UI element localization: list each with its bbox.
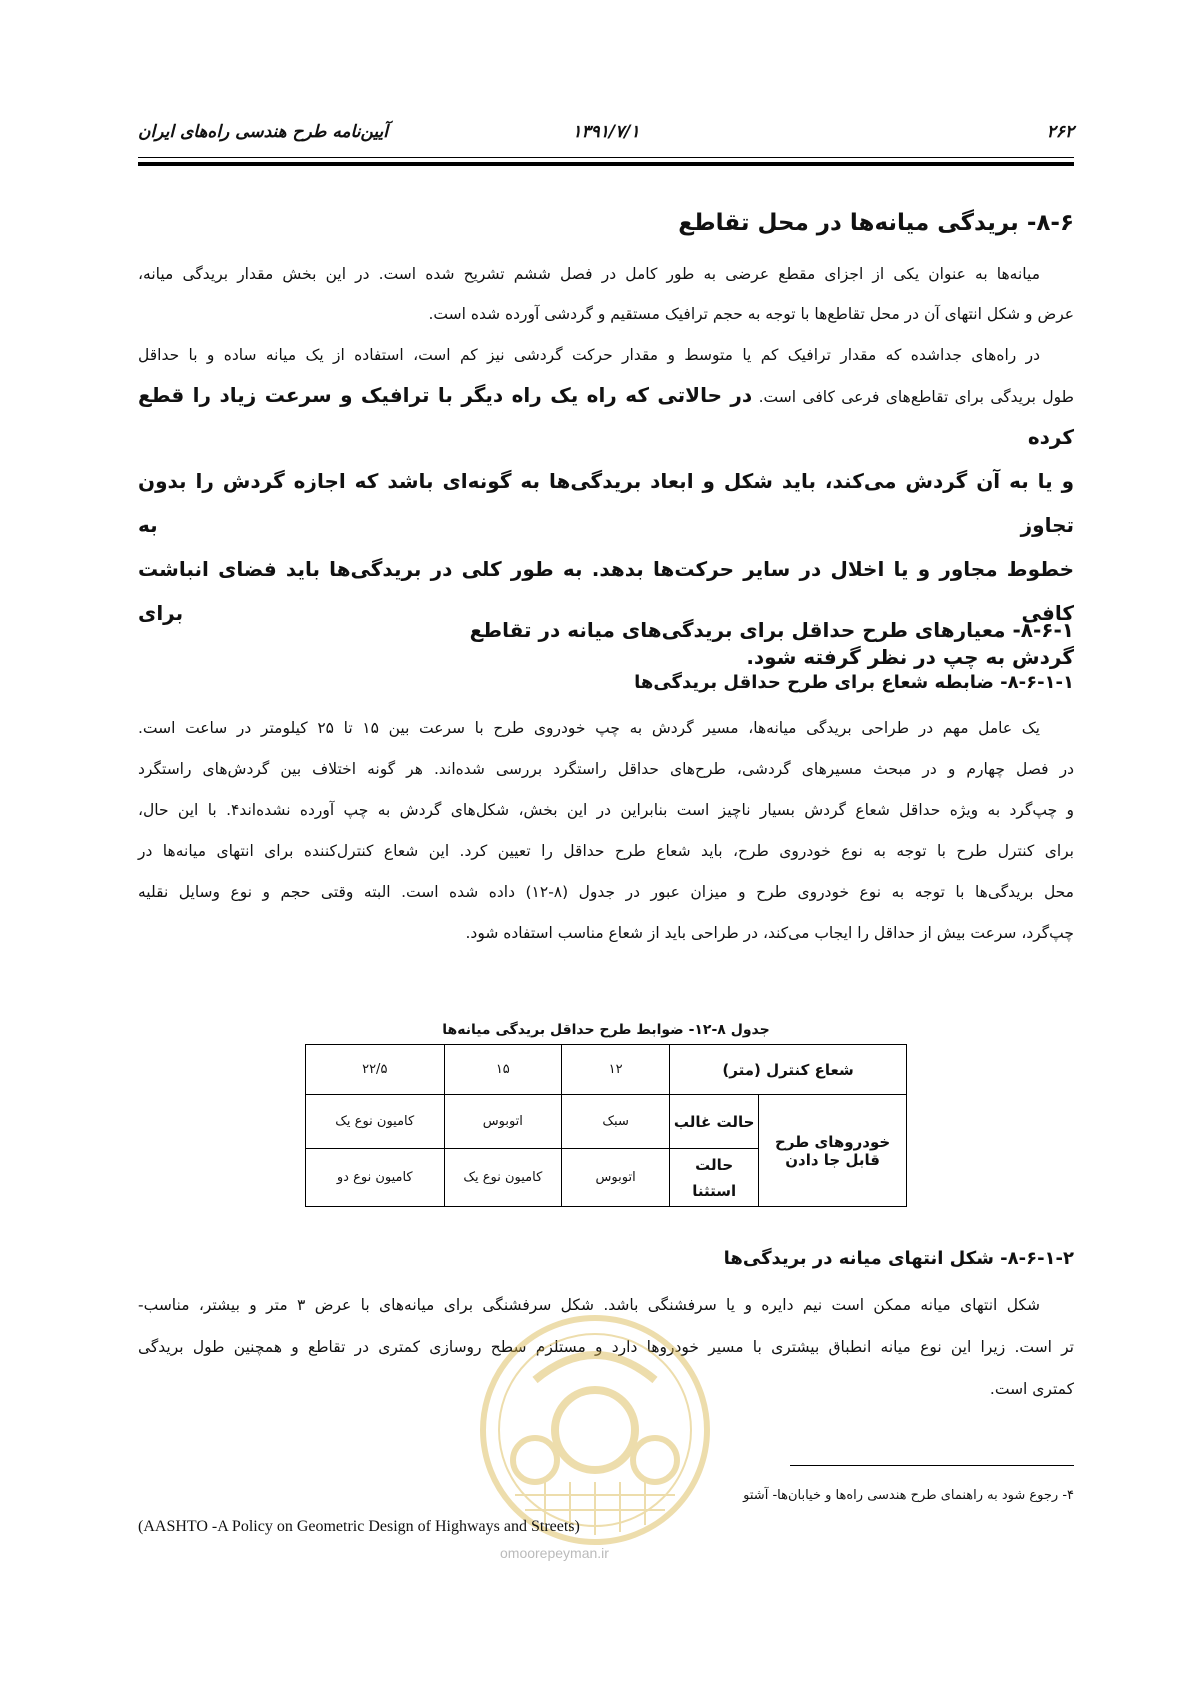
text-line: میانه‌ها به عنوان یکی از اجزای مقطع عرضی به طور کامل در فصل ششم تشریح شده است. در این بخش مقدار بریدگی میانه، (138, 265, 1040, 283)
vehicles-label: خودروهای طرح قابل جا دادن (759, 1095, 907, 1207)
text-line: یک عامل مهم در طراحی بریدگی میانه‌ها، مسیر گردش به چپ خودروی طرح با سرعت بین ۱۵ تا ۲۵ کیلومتر در ساعت است. (138, 719, 1040, 737)
watermark-site: omoorepeyman.ir (500, 1545, 609, 1561)
table-row (306, 1095, 907, 1149)
sub2-title: ۸-۶-۱-۲- شکل انتهای میانه در بریدگی‌ها (723, 1248, 1074, 1269)
footnote-rule (790, 1465, 1074, 1466)
radius-value: ۲۲/۵ (306, 1045, 445, 1095)
criteria-table (305, 1044, 907, 1207)
table-cell: کامیون نوع یک (306, 1095, 445, 1149)
mixed-line (138, 375, 1074, 459)
header-rule-thin (138, 157, 1074, 158)
row-label: حالت استثنا (670, 1149, 759, 1207)
text-line: کمتری است. (989, 1380, 1074, 1398)
bold-text: در حالاتی که راه یک راه دیگر با ترافیک و سرعت زیاد را قطع کرده (138, 383, 1074, 449)
section-title: ۸-۶- بریدگی میانه‌ها در محل تقاطع (678, 210, 1074, 236)
text-line: شکل انتهای میانه ممکن است نیم دایره و یا سرفشنگی باشد. شکل سرفشنگی برای میانه‌های با عرض ۳ متر و بیشتر، مناسب- (138, 1296, 1040, 1314)
header-date: ۱۳۹۱/۷/۱ (572, 122, 640, 142)
footnote-fa: ۴- رجوع شود به راهنمای طرح هندسی راه‌ها و خیابان‌ها- آشتو (743, 1488, 1074, 1503)
table-cell: سبک (562, 1095, 670, 1149)
table-cell: اتوبوس (444, 1095, 562, 1149)
section-body (138, 254, 1074, 679)
radius-value: ۱۲ (562, 1045, 670, 1095)
text-line: در راه‌های جداشده که مقدار ترافیک کم یا متوسط و مقدار حرکت گردشی نیز کم است، استفاده از یک میانه ساده و با حداقل (138, 346, 1040, 364)
footnote-en: (AASHTO -A Policy on Geometric Design of Highways and Streets) (138, 1518, 580, 1535)
book-title: آیین‌نامه طرح هندسی راه‌های ایران (138, 122, 388, 142)
header-rule-thick (138, 162, 1074, 166)
subsection-title: ۸-۶-۱- معیارهای طرح حداقل برای بریدگی‌های میانه در تقاطع (469, 618, 1074, 642)
text-line: و چپ‌گرد به ویژه حداقل شعاع گردش بسیار ناچیز است بنابراین در این بخش، شکل‌های گردش به چپ آورده نشده‌اند۴. با این حال، (138, 801, 1074, 819)
text-line: چپ‌گرد، سرعت بیش از حداقل را ایجاب می‌کند، در طراحی باید از شعاع مناسب استفاده شود. (465, 924, 1074, 942)
sub1-title: ۸-۶-۱-۱- ضابطه شعاع برای طرح حداقل بریدگی‌ها (634, 672, 1074, 693)
table-cell: کامیون نوع دو (306, 1149, 445, 1207)
radius-header: شعاع کنترل (متر) (670, 1045, 907, 1095)
bold-line: و یا به آن گردش می‌کند، باید شکل و ابعاد بریدگی‌ها به گونه‌ای باشد که اجازه گردش را بدون تجاوز به (138, 469, 1074, 537)
row-label: حالت غالب (670, 1095, 759, 1149)
paragraph-3 (138, 708, 1074, 954)
table-row (306, 1045, 907, 1095)
running-header (138, 122, 1074, 152)
text-line: برای کنترل طرح با توجه به نوع خودروی طرح، باید شعاع طرح حداقل را تعیین کرد. این شعاع کنترل‌کننده برای انتهای میانه‌ها در (138, 842, 1074, 860)
text-line: در فصل چهارم و در مبحث مسیرهای گردشی، طرح‌های حداقل راستگرد بررسی شده‌اند. هر گونه اختلاف بین گردش‌های راستگرد (138, 760, 1074, 778)
text-line: محل بریدگی‌ها با توجه به نوع خودروی طرح و میزان عبور در جدول (۸-۱۲) داده شده است. البته وقتی حجم و نوع وسایل نقلیه (138, 883, 1074, 901)
text-line: تر است. زیرا این نوع میانه انطباق بیشتری با مسیر خودروها دارد و مستلزم سطح روسازی کمتری در تقاطع و همچنین طول بریدگی (138, 1338, 1074, 1356)
sub2-body (138, 1284, 1074, 1410)
table-caption: جدول ۸-۱۲- ضوابط طرح حداقل بریدگی میانه‌ها (442, 1022, 770, 1038)
table-cell: کامیون نوع یک (444, 1149, 562, 1207)
bold-line: گردش به چپ در نظر گرفته شود. (746, 645, 1074, 669)
table-cell: اتوبوس (562, 1149, 670, 1207)
radius-value: ۱۵ (444, 1045, 562, 1095)
paragraph-1 (138, 254, 1074, 334)
bold-line: خطوط مجاور و یا اخلال در سایر حرکت‌ها بدهد. به طور کلی در بریدگی‌ها باید فضای انباشت کافی برای (138, 557, 1074, 625)
normal-text: طول بریدگی برای تقاطع‌های فرعی کافی است. (758, 388, 1074, 406)
sub1-body (138, 708, 1074, 954)
paragraph-4 (138, 1284, 1074, 1410)
text-line: عرض و شکل انتهای آن در محل تقاطع‌ها با توجه به حجم ترافیک مستقیم و گردشی آورده شده است. (428, 305, 1074, 323)
page-number: ۲۶۲ (1046, 122, 1074, 142)
